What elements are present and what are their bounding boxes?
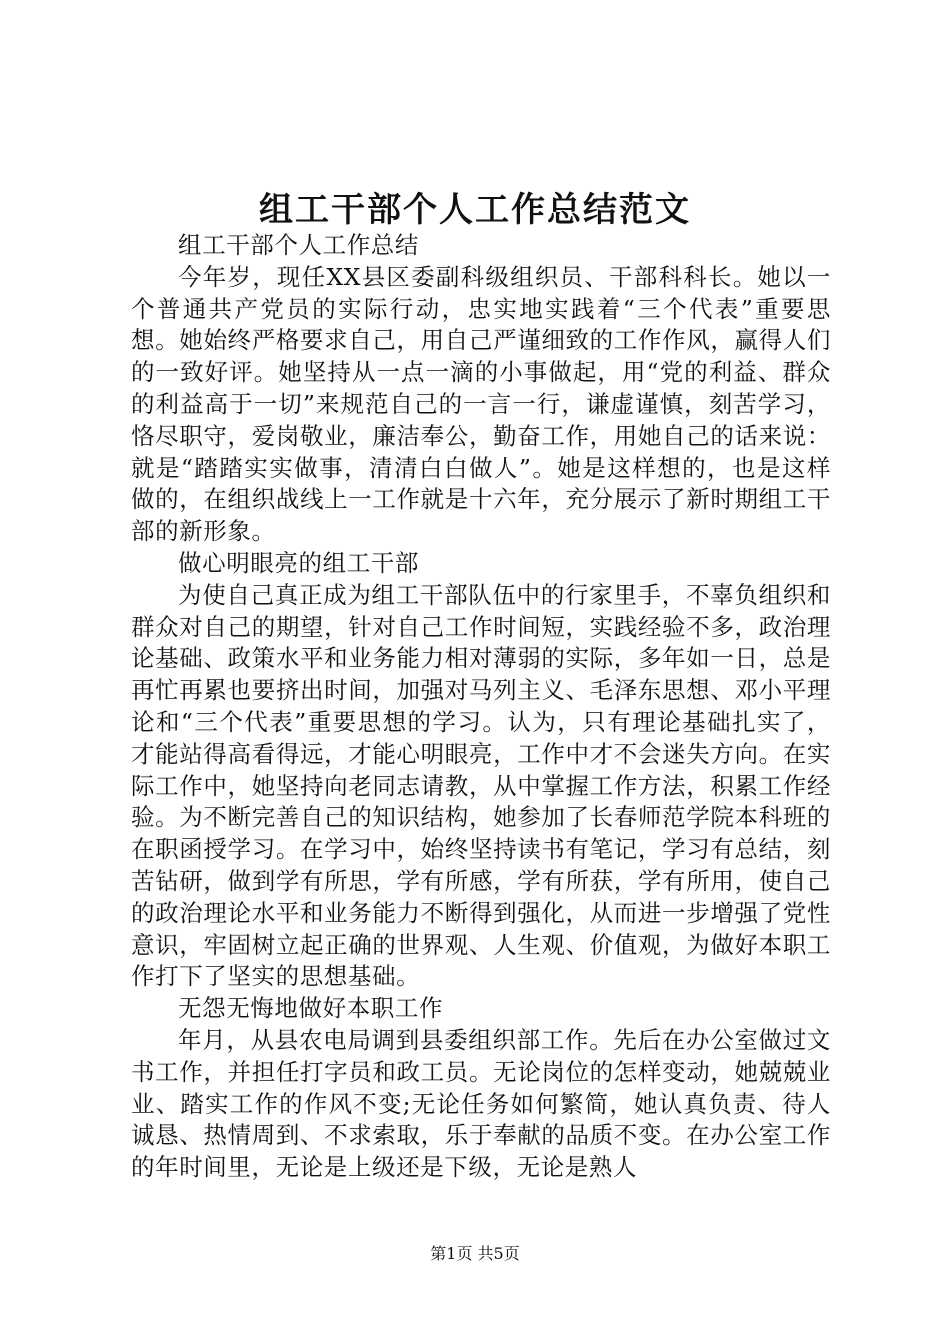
body-paragraph: 年月，从县农电局调到县委组织部工作。先后在办公室做过文书工作，并担任打字员和政工员。无论岗位的怎样变动，她兢兢业业、踏实工作的作风不变;无论任务如何繁简，她认真负责、待人诚恳、热情周到、不求索取，乐于奉献的品质不变。在办公室工作的年时间里，无论是上级还是下级，无论是熟人 [131,1025,831,1182]
section-heading: 无怨无悔地做好本职工作 [178,994,444,1023]
section-heading: 组工干部个人工作总结 [178,231,419,259]
document-body [131,230,831,1184]
body-paragraph: 为使自己真正成为组工干部队伍中的行家里手，不辜负组织和群众对自己的期望，针对自己工作时间短，实践经验不多，政治理论基础、政策水平和业务能力相对薄弱的实际，多年如一日，总是再忙再累也要挤出时间，加强对马列主义、毛泽东思想、邓小平理论和“三个代表”重要思想的学习。认为，只有理论基础扎实了，才能站得高看得远，才能心明眼亮，工作中才不会迷失方向。在实际工作中，她坚持向老同志请教，从中掌握工作方法，积累工作经验。为不断完善自己的知识结构，她参加了长春师范学院本科班的在职函授学习。在学习中，始终坚持读书有笔记，学习有总结，刻苦钻研，做到学有所思，学有所感，学有所获，学有所用，使自己的政治理论水平和业务能力不断得到强化，从而进一步增强了党性意识，牢固树立起正确的世界观、人生观、价值观，为做好本职工作打下了坚实的思想基础。 [131,580,831,991]
page-footer: 第1页 共5页 [430,1244,520,1263]
body-paragraph: 今年岁，现任XX县区委副科级组织员、干部科科长。她以一个普通共产党员的实际行动，忠实地实践着“三个代表”重要思想。她始终严格要求自己，用自己严谨细致的工作作风，赢得人们的一致好评。她坚持从一点一滴的小事做起，用“党的利益、群众的利益高于一切”来规范自己的一言一行，谦虚谨慎，刻苦学习，恪尽职守，爱岗敬业，廉洁奉公，勤奋工作，用她自己的话来说：就是“踏踏实实做事，清清白白做人”。她是这样想的，也是这样做的，在组织战线上一工作就是十六年，充分展示了新时期组工干部的新形象。 [131,262,831,546]
document-title: 组工干部个人工作总结范文 [259,190,691,230]
section-heading: 做心明眼亮的组工干部 [178,548,419,577]
